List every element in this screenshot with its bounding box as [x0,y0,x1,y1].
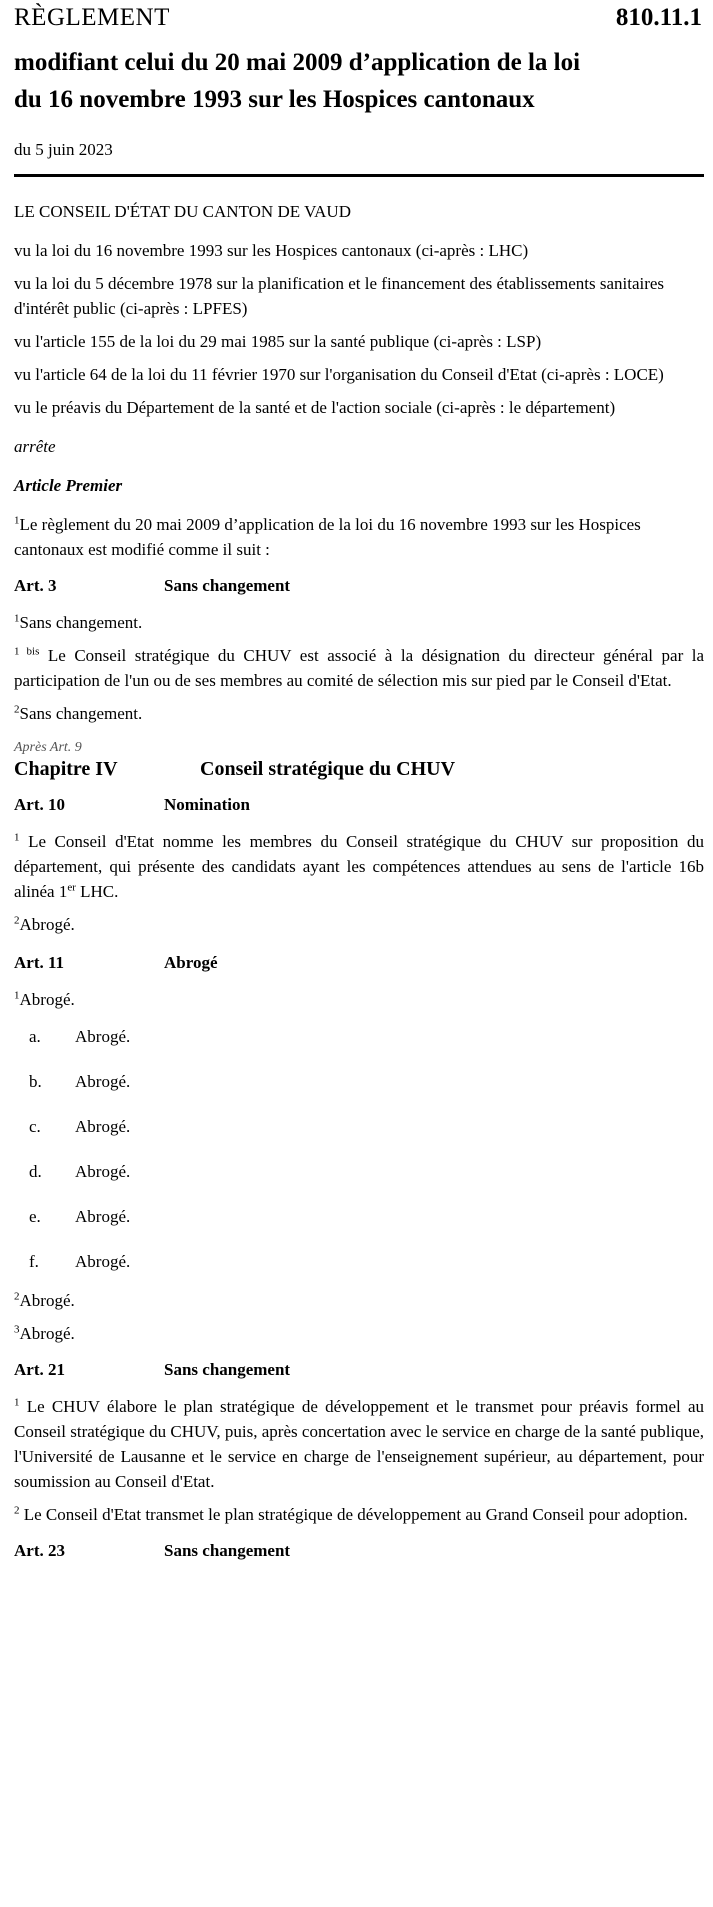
letter-text: Abrogé. [75,1162,131,1181]
considerant-4: vu l'article 64 de la loi du 11 février 1970 sur l'organisation du Conseil d'Etat (ci-après : LOCE) [14,365,664,384]
article-number: Art. 10 [14,795,65,814]
alinea-text: Le CHUV élabore le plan stratégique de développement et le transmet pour préavis formel au Conseil stratégique du CHUV, puis, après concertation avec le service en charge de la santé publique, l'Université de Lausanne et le service en charge de l'enseignement supérieur, au département, pour soumission au Conseil d'Etat. [14,1397,705,1491]
letter-marker: d. [29,1162,42,1181]
document-kind: RÈGLEMENT [14,4,170,31]
considerant-5: vu le préavis du Département de la santé et de l'action sociale (ci-après : le département) [14,398,616,417]
alinea-number: 2 [14,1290,20,1303]
art3-heading [14,576,704,596]
article-number: Art. 21 [14,1360,65,1379]
alinea-text: Le Conseil stratégique du CHUV est associé à la désignation du directeur général par la participation de l'un ou de ses membres au comité de sélection mis sur pied par le Conseil d'Etat. [14,646,705,690]
alinea-text-end: LHC. [75,882,119,901]
alinea-number: 2 [14,1504,20,1517]
header-rule [14,174,704,177]
letter-marker: e. [29,1207,41,1226]
alinea-text: Abrogé. [19,915,75,934]
art11-heading [14,953,704,973]
letter-marker: c. [29,1117,41,1136]
arrete: arrête [14,437,56,456]
title-line-2: du 16 novembre 1993 sur les Hospices cantonaux [14,86,535,113]
article-number: Art. 23 [14,1541,65,1560]
alinea-text: Sans changement. [19,704,143,723]
article-label: Sans changement [164,1541,291,1560]
art21-heading [14,1360,704,1380]
art10-heading [14,795,704,815]
considerant-1: vu la loi du 16 novembre 1993 sur les Hospices cantonaux (ci-après : LHC) [14,241,529,260]
article-label: Abrogé [164,953,218,972]
alinea-text: Abrogé. [19,990,75,1009]
art3-alinea-1bis [14,643,704,693]
alinea-number: 2 [14,703,20,716]
list-item [14,1069,704,1094]
art11-alinea-3 [14,1321,704,1346]
alinea-number: 1 [14,989,20,1002]
article-label: Sans changement [164,576,291,595]
art21-alinea-2 [14,1502,704,1527]
alinea-number: 1 [14,831,20,844]
letter-text: Abrogé. [75,1207,131,1226]
alinea-number: 1 bis [14,645,40,658]
letter-marker: f. [29,1252,39,1271]
letter-text: Abrogé. [75,1072,131,1091]
art3-alinea-1 [14,610,704,635]
alinea-number: 3 [14,1323,20,1336]
list-item [14,1114,704,1139]
list-item [14,1249,704,1274]
article-label: Sans changement [164,1360,291,1379]
article-premier-text [14,512,704,562]
after-article-note: Après Art. 9 [14,740,82,755]
alinea-text: Sans changement. [19,613,143,632]
art3-alinea-2 [14,701,704,726]
list-item [14,1159,704,1184]
alinea-number: 1 [14,612,20,625]
document-page [14,0,704,1561]
list-item [14,1024,704,1049]
art10-alinea-1 [14,829,704,904]
chapter-heading [14,758,704,781]
letter-marker: a. [29,1027,41,1046]
list-item [14,1204,704,1229]
alinea-text: Abrogé. [19,1324,75,1343]
art11-alinea-2 [14,1288,704,1313]
chapter-number: Chapitre IV [14,758,118,780]
alinea-text: Le règlement du 20 mai 2009 d’application de la loi du 16 novembre 1993 sur les Hospices cantonaux est modifié comme il suit : [14,515,641,559]
art23-heading [14,1541,704,1561]
alinea-text: Le Conseil d'Etat transmet le plan stratégique de développement au Grand Conseil pour adoption. [23,1505,688,1524]
letter-text: Abrogé. [75,1117,131,1136]
article-number: Art. 11 [14,953,65,972]
alinea-text: Abrogé. [19,1291,75,1310]
chapter-title: Conseil stratégique du CHUV [200,758,456,780]
alinea-number: 1 [14,1396,20,1409]
article-premier-heading: Article Premier [14,476,123,495]
article-number: Art. 3 [14,576,57,595]
authority: LE CONSEIL D'ÉTAT DU CANTON DE VAUD [14,202,351,221]
alinea-number: 2 [14,914,20,927]
art11-alinea-1 [14,987,704,1012]
title-line-1: modifiant celui du 20 mai 2009 d’application de la loi [14,49,581,76]
art10-alinea-2 [14,912,704,937]
letter-text: Abrogé. [75,1027,131,1046]
art11-letter-list [14,1024,704,1274]
ordinal-suffix: er [67,881,76,894]
document-date: du 5 juin 2023 [14,140,113,159]
considerant-2: vu la loi du 5 décembre 1978 sur la planification et le financement des établissements sanitaires d'intérêt public (ci-après : LPFES) [14,274,665,318]
letter-marker: b. [29,1072,42,1091]
letter-text: Abrogé. [75,1252,131,1271]
document-header [14,0,704,38]
considerant-3: vu l'article 155 de la loi du 29 mai 1985 sur la santé publique (ci-après : LSP) [14,332,542,351]
document-title [14,44,704,118]
article-label: Nomination [164,795,250,814]
alinea-text: Le Conseil d'Etat nomme les membres du Conseil stratégique du CHUV sur proposition du département, qui présente des candidats ayant les compétences attendues au sens de l'article 16b alinéa 1 [14,832,704,901]
art21-alinea-1 [14,1394,704,1494]
document-code: 810.11.1 [615,4,702,31]
alinea-number: 1 [14,514,20,527]
